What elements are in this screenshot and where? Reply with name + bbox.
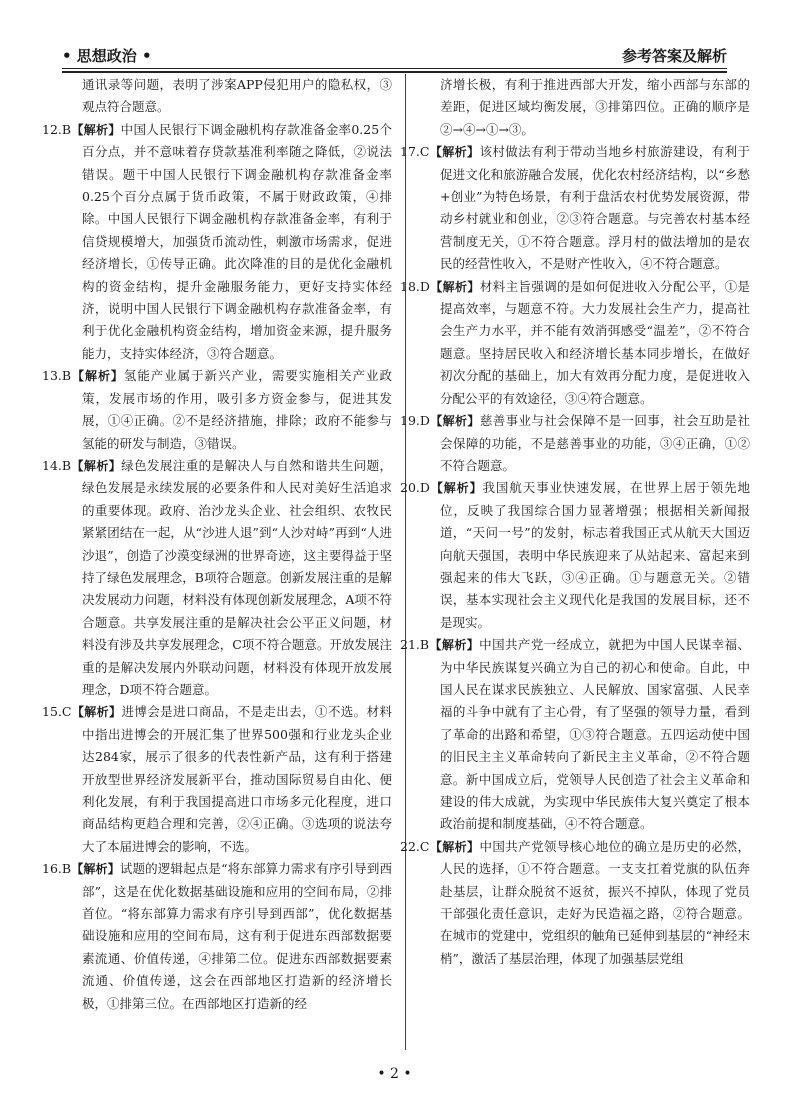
right-column <box>400 74 750 1054</box>
answer-number: 15.C <box>42 704 72 720</box>
answer-item <box>42 701 392 858</box>
continued-text <box>420 74 750 141</box>
answer-item <box>400 634 750 836</box>
answer-number: 20.D <box>400 480 430 496</box>
answer-text: 试题的逻辑起点是“将东部算力需求有序引导到西部”，这是在优化数据基础设施和应用的空间布局，②排首位。“将东部算力需求有序引导到西部”，优化数据基础设施和应用的空间布局，这有利于促进东西部数据要素流通、价值传递，④排第二位。促进东西部数据要素流通、价值传递，这会在西部地区打造新的经济增长极，①排第三位。在西部地区打造新的经 <box>82 861 392 1011</box>
answer-number: 19.D <box>400 413 430 429</box>
answer-item <box>42 365 392 455</box>
answer-number: 16.B <box>42 861 72 877</box>
column-divider <box>405 74 406 1050</box>
continued-text <box>62 74 392 119</box>
analysis-tag: 【解析】 <box>429 414 480 429</box>
answer-item <box>400 477 750 634</box>
answer-number: 18.D <box>400 278 430 294</box>
answer-number: 14.B <box>42 457 72 473</box>
answer-text: 进博会是进口商品，不是走出去，①不选。材料中指出进博会的开展汇集了世界500强和行业龙头企业达284家，展示了很多的代表性新产品，这有利于搭建开放型世界经济发展新平台，推动国际贸易自由化、便利化发展，有利于我国提高进口市场多元化程度，进口商品结构更趋合理和完善，②④正确。③选项的说法夸大了本届进博会的影响，不选。 <box>82 704 392 854</box>
answer-number: 22.C <box>400 838 430 854</box>
subject-title: • 思想政治 • <box>62 47 152 65</box>
answer-text: 中国人民银行下调金融机构存款准备金率0.25个百分点，并不意味着存贷款基准利率随之降低，②说法错误。题干中国人民银行下调金融机构存款准备金率0.25个百分点属于货币政策，不属于财政政策，④排除。中国人民银行下调金融机构存款准备金率，有利于信贷规模增大，加强货币流动性，刺激市场需求，促进经济增长，①传导正确。此次降准的目的是优化金融机构的资金结构，提升金融服务能力，更好支持实体经济，说明中国人民银行下调金融机构存款准备金率，有利于优化金融机构资金结构，增加资金来源，提升服务能力，支持实体经济，③符合题意。 <box>82 121 392 361</box>
answer-text: 济增长极，有利于推进西部大开发，缩小西部与东部的差距，促进区域均衡发展，③排第四位。正确的顺序是②→④→①→③。 <box>440 77 750 137</box>
answer-text: 我国航天事业快速发展，在世界上居于领先地位，反映了我国综合国力显著增强；根据相关新闻报道，“天问一号”的发射，标志着我国正式从航天大国迈向航天强国，表明中华民族迎来了从站起来、富起来到强起来的伟大飞跃，③④正确。①与题意无关。②错误，基本实现社会主义现代化是我国的发展目标，还不是现实。 <box>440 480 750 630</box>
answer-item <box>400 141 750 275</box>
analysis-tag: 【解析】 <box>429 481 483 496</box>
left-column <box>42 74 392 1054</box>
analysis-tag: 【解析】 <box>71 705 122 720</box>
page-number: • 2 • <box>377 1066 412 1082</box>
answer-item <box>42 455 392 701</box>
analysis-tag: 【解析】 <box>71 458 122 473</box>
answer-text: 氢能产业属于新兴产业，需要实施相关产业政策，发展市场的作用，吸引多方资金参与，促进其发展，①④正确。②不是经济措施，排除；政府不能参与氢能的研发与制造，③错误。 <box>82 368 392 451</box>
answer-item <box>400 836 750 970</box>
analysis-tag: 【解析】 <box>71 369 124 384</box>
header-rule-thick <box>62 71 727 73</box>
answer-item <box>400 276 750 410</box>
answer-text: 材料主旨强调的是如何促进收入分配公平，①是提高效率，与题意不符。大力发展社会生产力，提高社会生产力水平，并不能有效消弭感受“温差”，②不符合题意。坚持居民收入和经济增长基本同步增长，在做好初次分配的基础上，加大有效再分配力度，是促进收入分配公平的有效途径，③④符合题意。 <box>440 278 750 406</box>
header-rule <box>62 68 727 69</box>
answer-text: 该村做法有利于带动当地乡村旅游建设，有利于促进文化和旅游融合发展，优化农村经济结构，以“乡愁+创业”为特色场景，有利于盘活农村优势发展资源，带动乡村就业和创业，②③符合题意。与完善农村基本经营制度无关，①不符合题意。浮月村的做法增加的是农民的经营性收入，不是财产性收入，④不符合题意。 <box>440 144 750 272</box>
answer-item <box>42 119 392 365</box>
section-title: 参考答案及解析 <box>621 47 727 65</box>
analysis-tag: 【解析】 <box>429 839 480 854</box>
answer-number: 17.C <box>400 144 430 160</box>
answer-number: 21.B <box>400 637 430 653</box>
answer-text: 绿色发展注重的是解决人与自然和谐共生问题，绿色发展是永续发展的必要条件和人民对美好生活追求的重要体现。政府、治沙龙头企业、社会组织、农牧民紧紧团结在一起，从“沙进人退”到“人沙对峙”再到“人进沙退”，创造了沙漠变绿洲的世界奇迹，这主要得益于坚持了绿色发展理念，B项符合题意。创新发展注重的是解决发展动力问题，材料没有体现创新发展理念，A项不符合题意。共享发展注重的是解决社会公平正义问题，材料没有涉及共享发展理念，C项不符合题意。开放发展注重的是解决发展内外联动问题，材料没有体现开放发展理念，D项不符合题意。 <box>82 457 392 697</box>
answer-number: 12.B <box>42 121 72 137</box>
analysis-tag: 【解析】 <box>71 862 120 877</box>
analysis-tag: 【解析】 <box>429 279 480 294</box>
answer-text: 中国共产党领导核心地位的确立是历史的必然，人民的选择，①不符合题意。一支支扛着党旗的队伍奔赴基层，让群众脱贫不返贫，振兴不掉队，体现了党员干部强化责任意识，走好为民造福之路，②符合题意。在城市的党建中，党组织的触角已延伸到基层的“神经末梢”，激活了基层治理，体现了加强基层党组 <box>440 838 750 966</box>
answer-item <box>400 410 750 477</box>
answer-number: 13.B <box>42 368 72 384</box>
page-header <box>62 44 727 66</box>
answer-text: 中国共产党一经成立，就把为中国人民谋幸福、为中华民族谋复兴确立为自己的初心和使命。自此，中国人民在谋求民族独立、人民解放、国家富强、人民幸福的斗争中就有了主心骨，有了坚强的领导力量，看到了革命的出路和希望，①③符合题意。五四运动使中国的旧民主主义革命转向了新民主主义革命，②不符合题意。新中国成立后，党领导人民创造了社会主义革命和建设的伟大成就，为实现中华民族伟大复兴奠定了根本政治前提和制度基础，④不符合题意。 <box>440 637 750 832</box>
answer-item <box>42 858 392 1015</box>
answer-text: 通讯录等问题，表明了涉案APP侵犯用户的隐私权，③观点符合题意。 <box>82 77 392 115</box>
analysis-tag: 【解析】 <box>429 145 480 160</box>
answer-text: 慈善事业与社会保障不是一回事，社会互助是社会保障的功能，不是慈善事业的功能，③④正确，①②不符合题意。 <box>440 413 750 473</box>
analysis-tag: 【解析】 <box>71 122 121 137</box>
analysis-tag: 【解析】 <box>429 638 480 653</box>
